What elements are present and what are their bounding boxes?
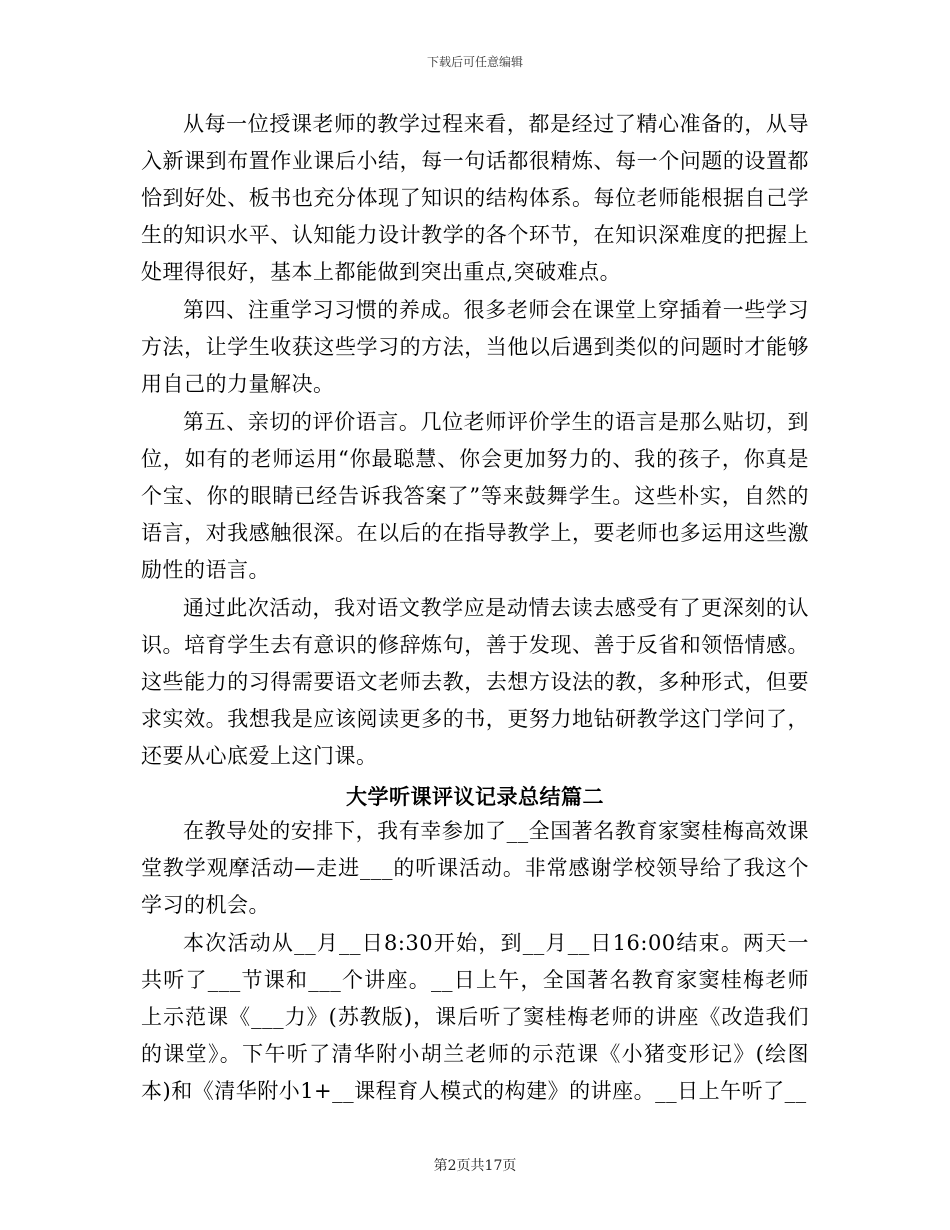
paragraph-introduction: 在教导处的安排下，我有幸参加了__全国著名教育家窦桂梅高效课堂教学观摩活动—走进___的听课活动。非常感谢学校领导给了我这个学习的机会。 (141, 819, 809, 917)
page-number: 第2页共17页 (433, 1158, 517, 1174)
paragraph-study-habits: 第四、注重学习习惯的养成。很多老师会在课堂上穿插着一些学习方法，让学生收获这些学习的方法，当他以后遇到类似的问题时才能够用自己的力量解决。 (141, 298, 809, 396)
section-title: 大学听课评议记录总结篇二 (346, 784, 604, 809)
document-body (141, 106, 809, 1110)
paragraph-reflection: 通过此次活动，我对语文教学应是动情去读去感受有了更深刻的认识。培育学生去有意识的修辞炼句，善于发现、善于反省和领悟情感。这些能力的习得需要语文老师去教，去想方设法的教，多种形式，但要求实效。我想我是应该阅读更多的书，更努力地钻研教学这门学问了，还要从心底爱上这门课。 (141, 596, 809, 768)
page-header-note: 下载后可任意编辑 (426, 55, 523, 69)
paragraph-teaching-process: 从每一位授课老师的教学过程来看，都是经过了精心准备的，从导入新课到布置作业课后小结，每一句话都很精炼、每一个问题的设置都恰到好处、板书也充分体现了知识的结构体系。每位老师能根据自己学生的知识水平、认知能力设计教学的各个环节，在知识深难度的把握上处理得很好，基本上都能做到突出重点,突破难点。 (141, 112, 809, 284)
paragraph-evaluation-language: 第五、亲切的评价语言。几位老师评价学生的语言是那么贴切，到位，如有的老师运用“你最聪慧、你会更加努力的、我的孩子，你真是个宝、你的眼睛已经告诉我答案了”等来鼓舞学生。这些朴实，自然的语言，对我感触很深。在以后的在指导教学上，要老师也多运用这些激励性的语言。 (141, 410, 809, 582)
paragraph-activity-schedule: 本次活动从__月__日8:30开始，到__月__日16:00结束。两天一共听了___节课和___个讲座。__日上午，全国著名教育家窦桂梅老师上示范课《___力》(苏教版)，课后听了窦桂梅老师的讲座《改造我们的课堂》。下午听了清华附小胡兰老师的示范课《小猪变形记》(绘图本)和《清华附小1+__课程育人模式的构建》的讲座。__日上午听了__ (141, 931, 809, 1103)
